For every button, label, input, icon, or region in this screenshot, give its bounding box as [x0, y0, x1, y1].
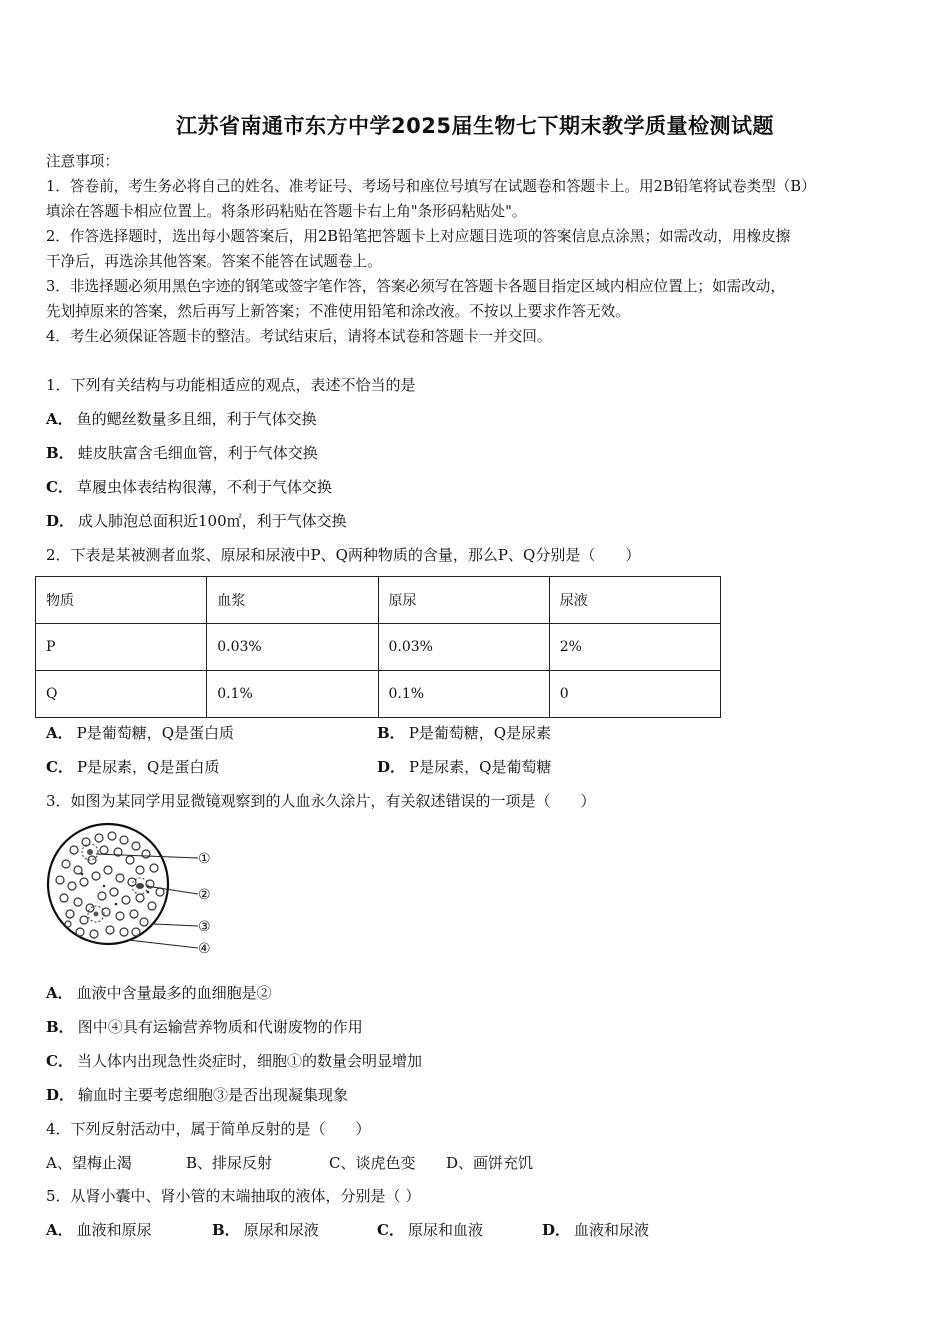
- option-label: A．: [46, 410, 73, 428]
- option-text: 成人肺泡总面积近100㎡，利于气体交换: [78, 512, 347, 530]
- notice-line: 填涂在答题卡相应位置上。将条形码粘贴在答题卡右上角"条形码粘贴处"。: [46, 203, 527, 220]
- question-3-option-c: [46, 1051, 422, 1071]
- blood-smear-figure: [44, 820, 224, 960]
- question-2-option-c: [46, 757, 219, 777]
- option-text: 图中④具有运输营养物质和代谢废物的作用: [77, 1018, 363, 1036]
- option-text: 血液和尿液: [574, 1221, 650, 1239]
- option-text: P是尿素，Q是葡萄糖: [409, 758, 552, 776]
- option-label: A．: [46, 1221, 73, 1239]
- figure-label-1: ①: [198, 851, 211, 867]
- question-2-option-d: [377, 757, 551, 777]
- question-5-option-a: [46, 1220, 152, 1240]
- question-4-option-b: B、排尿反射: [186, 1154, 273, 1172]
- question-1-option-c: [46, 477, 332, 497]
- option-text: P是葡萄糖，Q是蛋白质: [76, 724, 235, 742]
- notice-line: 3．非选择题必须用黑色字迹的钢笔或签字笔作答，答案必须写在答题卡各题目指定区域内相应位置上；如需改动，: [46, 278, 785, 295]
- figure-label-3: ③: [198, 919, 211, 935]
- table-cell: 0: [549, 671, 720, 718]
- table-header-cell: 物质: [36, 577, 207, 624]
- option-label: C．: [46, 758, 73, 776]
- option-text: 原尿和血液: [407, 1221, 483, 1239]
- table-cell: 0.03%: [207, 624, 378, 671]
- notice-line: 2．作答选择题时，选出每小题答案后，用2B铅笔把答题卡上对应题目选项的答案信息点涂黑；如需改动，用橡皮擦: [46, 228, 791, 245]
- option-text: 血液和原尿: [76, 1221, 152, 1239]
- option-text: P是尿素，Q是蛋白质: [76, 758, 220, 776]
- option-text: 血液中含量最多的血细胞是②: [76, 984, 272, 1002]
- question-1-option-a: [46, 409, 317, 429]
- option-label: B．: [46, 1018, 74, 1036]
- option-label: A．: [46, 984, 73, 1002]
- option-label: D．: [542, 1221, 571, 1239]
- option-text: 原尿和尿液: [243, 1221, 319, 1239]
- question-5-option-c: [377, 1220, 483, 1240]
- option-label: D．: [46, 1086, 75, 1104]
- figure-label-4: ④: [198, 941, 211, 957]
- table-cell: 0.1%: [207, 671, 378, 718]
- option-text: 蛙皮肤富含毛细血管，利于气体交换: [77, 444, 318, 462]
- option-label: B．: [377, 724, 405, 742]
- page-title: 江苏省南通市东方中学2025届生物七下期末教学质量检测试题: [176, 114, 774, 138]
- option-text: 鱼的鳃丝数量多且细，利于气体交换: [76, 410, 317, 428]
- table-row: [36, 671, 721, 718]
- option-label: C．: [377, 1221, 404, 1239]
- option-label: C．: [46, 478, 73, 496]
- question-2-option-a: [46, 723, 234, 743]
- question-1-option-d: [46, 511, 347, 531]
- table-header-cell: 血浆: [207, 577, 378, 624]
- question-1-option-b: [46, 443, 318, 463]
- option-text: 输血时主要考虑细胞③是否出现凝集现象: [78, 1086, 349, 1104]
- option-text: P是葡萄糖，Q是尿素: [408, 724, 552, 742]
- option-label: D．: [46, 512, 75, 530]
- table-header-cell: 尿液: [549, 577, 720, 624]
- table-header-cell: 原尿: [378, 577, 549, 624]
- table-row: [36, 624, 721, 671]
- notice-line: 干净后，再选涂其他答案。答案不能答在试题卷上。: [46, 253, 382, 270]
- option-label: D．: [377, 758, 406, 776]
- table-header-row: [36, 577, 721, 624]
- question-1-stem: 1．下列有关结构与功能相适应的观点，表述不恰当的是: [46, 376, 416, 394]
- question-5-option-b: [212, 1220, 319, 1240]
- question-4-stem: 4．下列反射活动中，属于简单反射的是（ ）: [46, 1120, 371, 1138]
- question-4-option-a: A、望梅止渴: [46, 1154, 132, 1172]
- notice-line: 1．答卷前，考生务必将自己的姓名、准考证号、考场号和座位号填写在试题卷和答题卡上。用2B铅笔将试卷类型（B）: [46, 178, 816, 195]
- question-3-option-d: [46, 1085, 348, 1105]
- question-4-option-d: D、画饼充饥: [446, 1154, 534, 1172]
- option-text: 草履虫体表结构很薄，不利于气体交换: [76, 478, 332, 496]
- option-label: B．: [46, 444, 74, 462]
- question-5-stem: 5．从肾小囊中、肾小管的末端抽取的液体，分别是（ ）: [46, 1187, 421, 1205]
- table-cell: P: [36, 624, 207, 671]
- option-label: A．: [46, 724, 73, 742]
- question-3-option-b: [46, 1017, 363, 1037]
- option-label: C．: [46, 1052, 73, 1070]
- notice-line: 先划掉原来的答案，然后再写上新答案；不准使用铅笔和涂改液。不按以上要求作答无效。: [46, 303, 630, 320]
- table-cell: 0.03%: [378, 624, 549, 671]
- option-label: B．: [212, 1221, 240, 1239]
- question-5-option-d: [542, 1220, 649, 1240]
- question-4-option-c: C、谈虎色变: [329, 1154, 416, 1172]
- notice-line: 4．考生必须保证答题卡的整洁。考试结束后，请将本试卷和答题卡一并交回。: [46, 328, 552, 345]
- question-2-stem: 2．下表是某被测者血浆、原尿和尿液中P、Q两种物质的含量，那么P、Q分别是（ ）: [46, 546, 641, 564]
- question-3-stem: 3．如图为某同学用显微镜观察到的人血永久涂片，有关叙述错误的一项是（ ）: [46, 792, 596, 810]
- table-cell: Q: [36, 671, 207, 718]
- notice-heading: 注意事项：: [46, 153, 119, 170]
- question-3-option-a: [46, 983, 272, 1003]
- substance-table: [35, 576, 721, 718]
- option-text: 当人体内出现急性炎症时，细胞①的数量会明显增加: [76, 1052, 422, 1070]
- question-2-option-b: [377, 723, 551, 743]
- table-cell: 0.1%: [378, 671, 549, 718]
- table-cell: 2%: [549, 624, 720, 671]
- figure-label-2: ②: [198, 887, 211, 903]
